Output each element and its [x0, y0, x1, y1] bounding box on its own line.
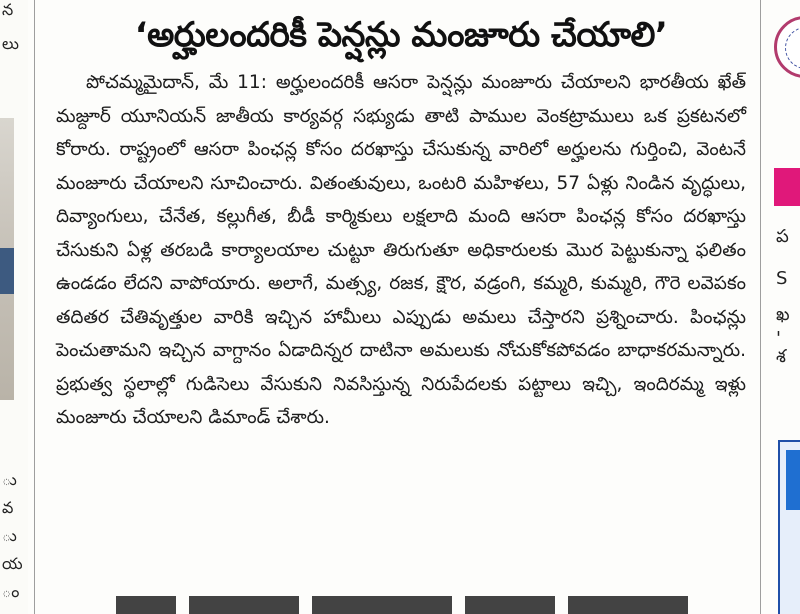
left-column-text: న: [2, 0, 14, 19]
article-headline: ‘అర్హులందరికీ పెన్షన్లు మంజూరు చేయాలి’: [134, 15, 668, 55]
left-column-fragment: [0, 0, 28, 614]
left-column-text: లు: [2, 34, 19, 53]
left-photo-stripe: [0, 248, 14, 294]
next-article-headline-fragment: [56, 596, 746, 614]
left-column-text: వ: [2, 498, 14, 517]
right-column-fragment: [764, 0, 800, 614]
logo-seal: [774, 16, 800, 78]
right-column-text: ఖ: [776, 304, 790, 325]
right-column-text: S: [776, 268, 788, 289]
right-column-text: ప: [776, 226, 789, 247]
left-column-text: ం: [2, 582, 20, 601]
left-column-text: ు: [2, 526, 17, 545]
right-column-text: శ: [776, 346, 786, 367]
column-rule-left: [34, 0, 35, 614]
pink-header-bar: [774, 168, 800, 206]
blue-advert-inner: [786, 450, 800, 510]
left-column-text: య: [2, 554, 23, 573]
right-column-text: ': [776, 328, 781, 349]
article-dateline: పోచమ్మమైదాన్, మే 11:: [86, 72, 267, 93]
blue-advert-box: [778, 440, 800, 614]
news-article: [56, 4, 746, 435]
article-text: అర్హులందరికీ ఆసరా పెన్షన్లు మంజూరు చేయాలని భారతీయ ఖేత్ మజ్దూర్ యూనియన్ జాతీయ కార్యవర్గ సభ్యుడు తాటి పాముల వెంకట్రాములు ఒక ప్రకటనలో కోరారు. రాష్ట్రంలో ఆసరా పింఛన్ల కోసం దరఖాస్తు చేసుకున్న వారిలో అర్హులను గుర్తించి, వెంటనే మంజూరు చేయాలని సూచించారు. వితంతువులు, ఒంటరి మహిళలు, 57 ఏళ్లు నిండిన వృద్ధులు, దివ్యాంగులు, చేనేత, కల్లుగీత, బీడీ కార్మికులు లక్షలాది మంది ఆసరా పింఛన్ల కోసం దరఖాస్తు చేసుకుని ఏళ్ల తరబడి కార్యాలయాల చుట్టూ తిరుగుతూ అధికారులకు మొర పెట్టుకున్నా ఫలితం ఉండడం లేదని వాపోయారు. అలాగే, మత్స్య, రజక, క్షౌర, వడ్రంగి, కమ్మరి, కుమ్మరి, గౌరె లవెపకం తదితర చేతివృత్తుల వారికి ఇచ్చిన హామీలు ఎప్పుడు అమలు చేస్తారని ప్రశ్నించారు. పింఛన్లు పెంచుతామని ఇచ్చిన వాగ్దానం ఏడాదిన్నర దాటినా అమలుకు నోచుకోకపోవడం బాధాకరమన్నారు. ప్రభుత్వ స్థలాల్లో గుడిసెలు వేసుకుని నివసిస్తున్న నిరుపేదలకు పట్టాలు ఇచ్చి, ఇందిరమ్మ ఇళ్లు మంజూరు చేయాలని డిమాండ్ చేశారు.: [56, 72, 746, 428]
left-photo: [0, 118, 14, 400]
article-body: [56, 66, 746, 435]
column-rule-right: [760, 0, 761, 614]
logo-seal-inner: [785, 27, 800, 69]
left-column-text: ు: [2, 470, 17, 489]
